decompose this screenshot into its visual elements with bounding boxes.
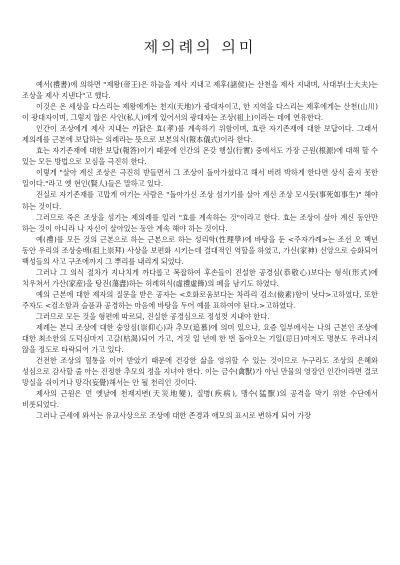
paragraph: 그러므로 죽은 조상을 섬기는 제의례를 일러 "효를 계속하는 것"이라고 한다. 효는 조상이 살아 계신 동안만 하는 것이 아니라 나 자신이 살아있는 동안 계속 해야 하는 것이다. (22, 212, 378, 233)
paragraph: 그러므로 모든 것을 형편에 따르되, 진실한 공경심으로 정성껏 지내야 한다. (36, 311, 270, 321)
paragraph: 예서(禮書)에 의하면 "제왕(帝王)은 하늘을 제사 지내고 제후(諸侯)는 산천을 제사 지내며, 사대부(士大夫)는 조상을 제사 지낸다"고 했다. (22, 80, 378, 101)
paragraph: 인간이 조상에게 제사 지내는 까닭은 효(孝)를 계속하기 위함이며, 효란 자기존재에 대한 보답이다. 그래서 제의례를 근본에 보답하는 의례라는 뜻으로 보본의식(報本儀式)이라 한다. (22, 124, 378, 145)
paragraph: 제사의 근원은 먼 옛날에 천재지변(天災地變), 질병(疾病), 맹수(猛獸)의 공격을 막기 위한 수단에서 비롯되었다. (22, 389, 378, 410)
paragraph: 예의 근본에 대한 제자의 질문을 받은 공자는 <호화로움보다는 차라리 검소(儉素)함이 낫다>고하였다, 또한 주자도 <검소함과 슬픔과 공경하는 마음에 바탕을 두어 예를 표하여야 된다.>고하였다. (22, 289, 378, 310)
page-title: 제의례의 의미 (143, 38, 257, 56)
paragraph: 제례는 본디 조상에 대한 숭앙심(崇仰心)과 추모(追慕)에 의미 있으나, 요즘 일부에서는 나의 근본인 조상에 대한 최소한의 도덕심마저 고갈(枯渴)되어 가고, 거것 일 년에 한 번 돌아오는 기일(忌日)마저도 명분도 우러나지 않을 정도로 타락되어 가고 있다. (22, 323, 378, 355)
paragraph: 효는 자기존재에 대한 보답(報答)이기 때문에 인간의 온갖 행실(行實) 중에서도 가장 근원(根源)에 대해 할 수 있는 모든 방법으로 모심을 극진히 한다. (22, 146, 378, 167)
body-text (22, 79, 378, 421)
paragraph: 이것은 온 세상을 다스리는 제왕에게는 천지(天地)가 광대자이고, 한 지역을 다스리는 제후에게는 산천(山川)이 광대자이며, 그렇지 않은 사인(私人)에게 있어서의 광대자는 조상(祖上)이라는 데에 연유한다. (22, 102, 378, 123)
paragraph: 예(禮)를 모든 것의 근본으로 하는 근본으로 하는 성리학(性理學)에 바탕을 둔 <주자가례>는 조선 오 백년 동안 우리의 조상숭배(祖上崇拜) 사상을 보편화 시키는데 결대적인 역할을 하였고, 가신(家神) 신앙으로 승화되어 백성들의 사고 구조에까지 그 뿌리를 내리게 되었다. (22, 234, 378, 266)
paragraph: 이렇게 "살아 계신 조상은 극진히 받들면서 그 조상이 돌아가셨다고 해서 버려 박하게 한다면 상식 흠지 못한 일이다."라고 옛 현인(賢人)들은 말하고 있다. (22, 168, 378, 189)
paragraph: 진실로 자기존재를 고맙게 여기는 사람은 "돌아가신 조상 섬기기를 살아 계신 조상 모시듯(事死如事生)" 해야 하는 것이다. (22, 190, 378, 211)
paragraph: 건전한 조상의 혈통을 이어 받았기 때문에 건강한 삶을 영위할 수 있는 것이므로 누구라도 조상의 은혜와 성심으로 감사할 줄 아는 진정한 추모의 정을 지녀야 한다. 이는 금수(禽獸)가 아닌 만물의 영장인 인간이라면 결코 망실을 쉬이거나 망각(妄覺)해서는 안 될 천리인 것이다. (22, 356, 378, 388)
paragraph: 그러나 그 의식 절차가 지나치게 까다롭고 복잡하여 후손들이 진설한 공경심(恭敬心)보다는 형식(形式)에 치우쳐서 가산(家産)을 탕진(蕩盡)하는 허례허식(虛禮虛飾)의 폐을 남기도 하였다. (22, 267, 378, 288)
paragraph: 그러나 근세에 와서는 유교사상으로 조상에 대한 존경과 애모의 표시로 변하게 되어 가장 (36, 411, 312, 421)
